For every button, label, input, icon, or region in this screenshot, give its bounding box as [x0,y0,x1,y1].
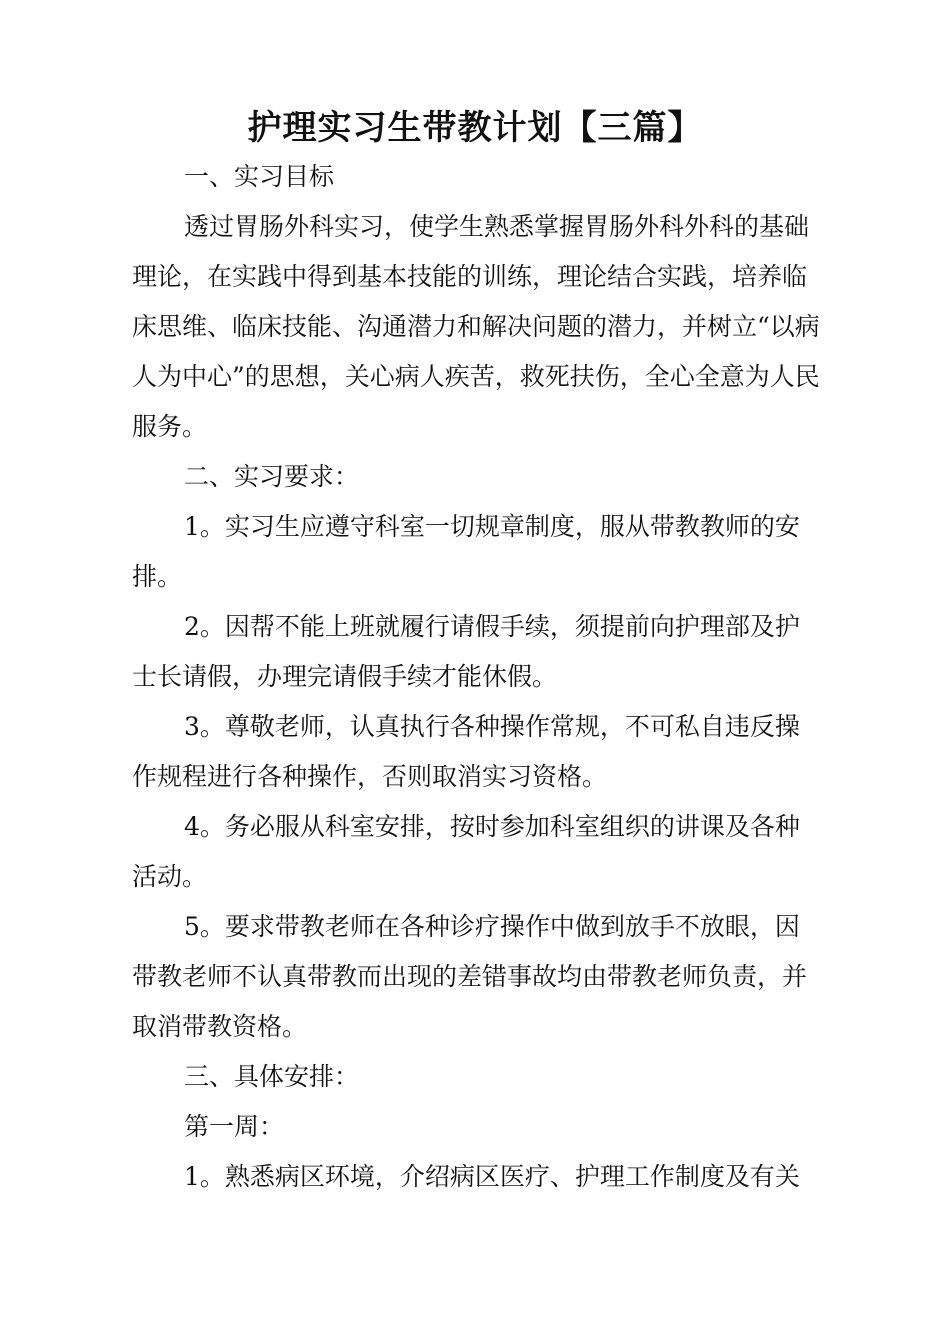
schedule-item-1: 1。熟悉病区环境，介绍病区医疗、护理工作制度及有关 [184,1162,800,1191]
requirement-item-5: 5。要求带教老师在各种诊疗操作中做到放手不放眼，因带教老师不认真带教而出现的差错事故均由带教老师负责，并取消带教资格。 [132,912,808,1041]
goals-paragraph: 透过胃肠外科实习，使学生熟悉掌握胃肠外科外科的基础理论，在实践中得到基本技能的训练，理论结合实践，培养临床思维、临床技能、沟通潜力和解决问题的潜力，并树立“以病人为中心”的思想，关心病人疾苦，救死扶伤，全心全意为人民服务。 [132,212,820,441]
document-title: 护理实习生带教计划【三篇】 [247,108,703,148]
requirement-item-2: 2。因帮不能上班就履行请假手续，须提前向护理部及护士长请假，办理完请假手续才能休假。 [132,612,800,691]
section-heading-requirements: 二、实习要求： [184,462,360,491]
schedule-week-heading: 第一周： [184,1112,285,1141]
requirement-item-3: 3。尊敬老师，认真执行各种操作常规，不可私自违反操作规程进行各种操作，否则取消实习资格。 [132,712,800,791]
requirement-item-4: 4。务必服从科室安排，按时参加科室组织的讲课及各种活动。 [132,812,800,891]
requirement-item-1: 1。实习生应遵守科室一切规章制度，服从带教教师的安排。 [132,512,800,591]
document-body [132,152,822,1202]
section-heading-goals: 一、实习目标 [184,162,335,191]
section-heading-schedule: 三、具体安排： [184,1062,360,1091]
